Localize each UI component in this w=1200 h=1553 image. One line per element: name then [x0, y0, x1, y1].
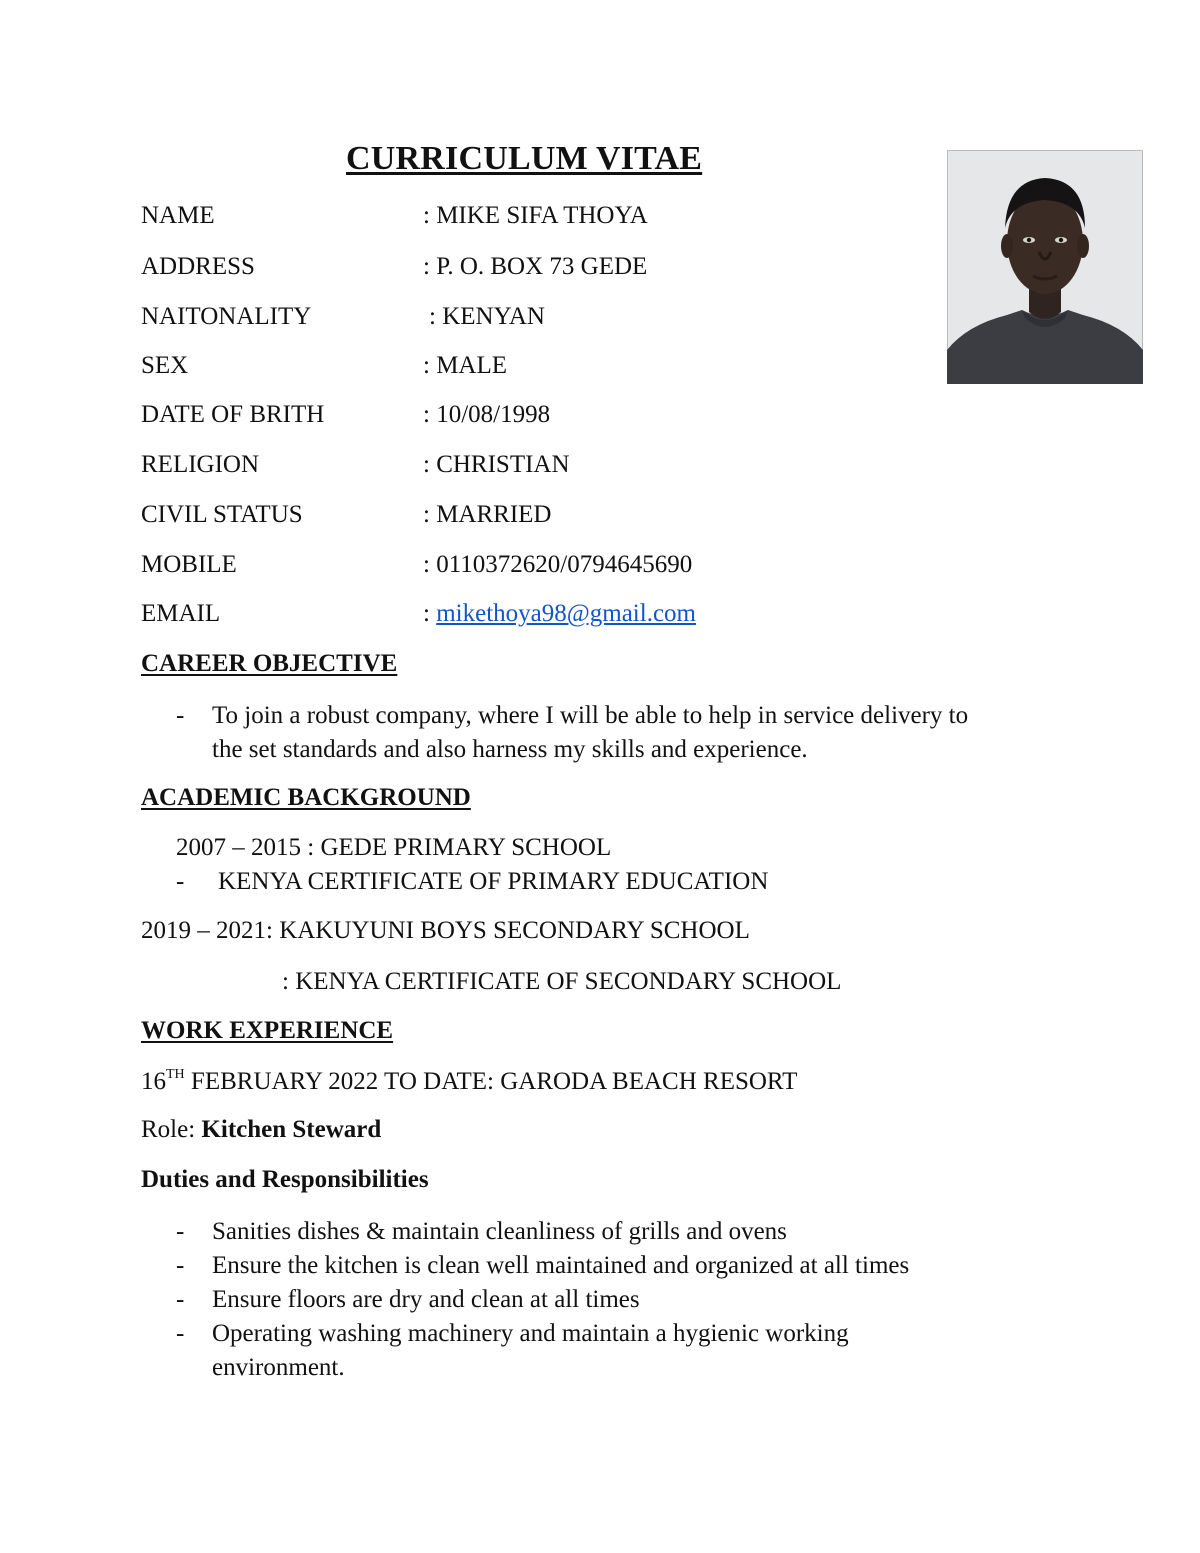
role-label: Role: [141, 1116, 202, 1143]
info-label: DATE OF BRITH [141, 401, 325, 428]
duty-item: Sanities dishes & maintain cleanliness of grills and ovens [212, 1218, 787, 1245]
info-value: : KENYAN [429, 303, 545, 330]
date-rest: FEBRUARY 2022 TO DATE: GARODA BEACH RESORT [184, 1068, 798, 1095]
info-label: NAITONALITY [141, 303, 312, 330]
info-value: : MARRIED [423, 501, 552, 528]
info-label: NAME [141, 202, 215, 229]
info-label: ADDRESS [141, 253, 255, 280]
secondary-school-line: 2019 – 2021: KAKUYUNI BOYS SECONDARY SCHOOL [141, 917, 750, 944]
info-value: : CHRISTIAN [423, 451, 570, 478]
bullet-marker: - [176, 1286, 185, 1313]
bullet-marker: - [176, 1218, 185, 1245]
bullet-marker: - [176, 1320, 185, 1347]
career-objective-heading: CAREER OBJECTIVE [141, 650, 398, 677]
primary-certificate: KENYA CERTIFICATE OF PRIMARY EDUCATION [218, 868, 769, 895]
bullet-marker: - [176, 1252, 185, 1279]
date-day: 16 [141, 1068, 166, 1095]
bullet-marker: - [176, 702, 185, 729]
info-label: SEX [141, 352, 189, 379]
info-value: : 10/08/1998 [423, 401, 551, 428]
objective-text [212, 699, 968, 767]
bullet-marker: - [176, 868, 185, 895]
email-prefix: : [423, 600, 430, 627]
info-label: RELIGION [141, 451, 260, 478]
duty-item: Operating washing machinery and maintain a hygienic working [212, 1320, 849, 1347]
work-experience-heading: WORK EXPERIENCE [141, 1017, 394, 1044]
secondary-certificate: : KENYA CERTIFICATE OF SECONDARY SCHOOL [282, 968, 842, 995]
profile-photo [947, 150, 1143, 384]
primary-school-line: 2007 – 2015 : GEDE PRIMARY SCHOOL [176, 834, 612, 861]
info-label: EMAIL [141, 600, 221, 627]
duty-item: Ensure the kitchen is clean well maintained and organized at all times [212, 1252, 910, 1279]
work-date-line [141, 1067, 797, 1096]
document-title: CURRICULUM VITAE [346, 140, 703, 177]
role-line [141, 1116, 381, 1144]
duty-item-continuation: environment. [212, 1354, 345, 1381]
objective-line: To join a robust company, where I will be able to help in service delivery to [212, 702, 969, 729]
objective-line: the set standards and also harness my skills and experience. [212, 736, 808, 763]
role-value: Kitchen Steward [201, 1116, 382, 1143]
info-value: : P. O. BOX 73 GEDE [423, 253, 648, 280]
info-value: : MIKE SIFA THOYA [423, 202, 648, 229]
info-label: CIVIL STATUS [141, 501, 303, 528]
duties-heading: Duties and Responsibilities [141, 1166, 429, 1193]
academic-heading: ACADEMIC BACKGROUND [141, 784, 471, 811]
info-value: : MALE [423, 352, 508, 379]
email-link[interactable]: mikethoya98@gmail.com [436, 600, 696, 627]
info-value: : 0110372620/0794645690 [423, 551, 693, 578]
info-label: MOBILE [141, 551, 237, 578]
info-value [423, 600, 696, 628]
duty-item: Ensure floors are dry and clean at all times [212, 1286, 640, 1313]
date-superscript: TH [166, 1067, 185, 1082]
